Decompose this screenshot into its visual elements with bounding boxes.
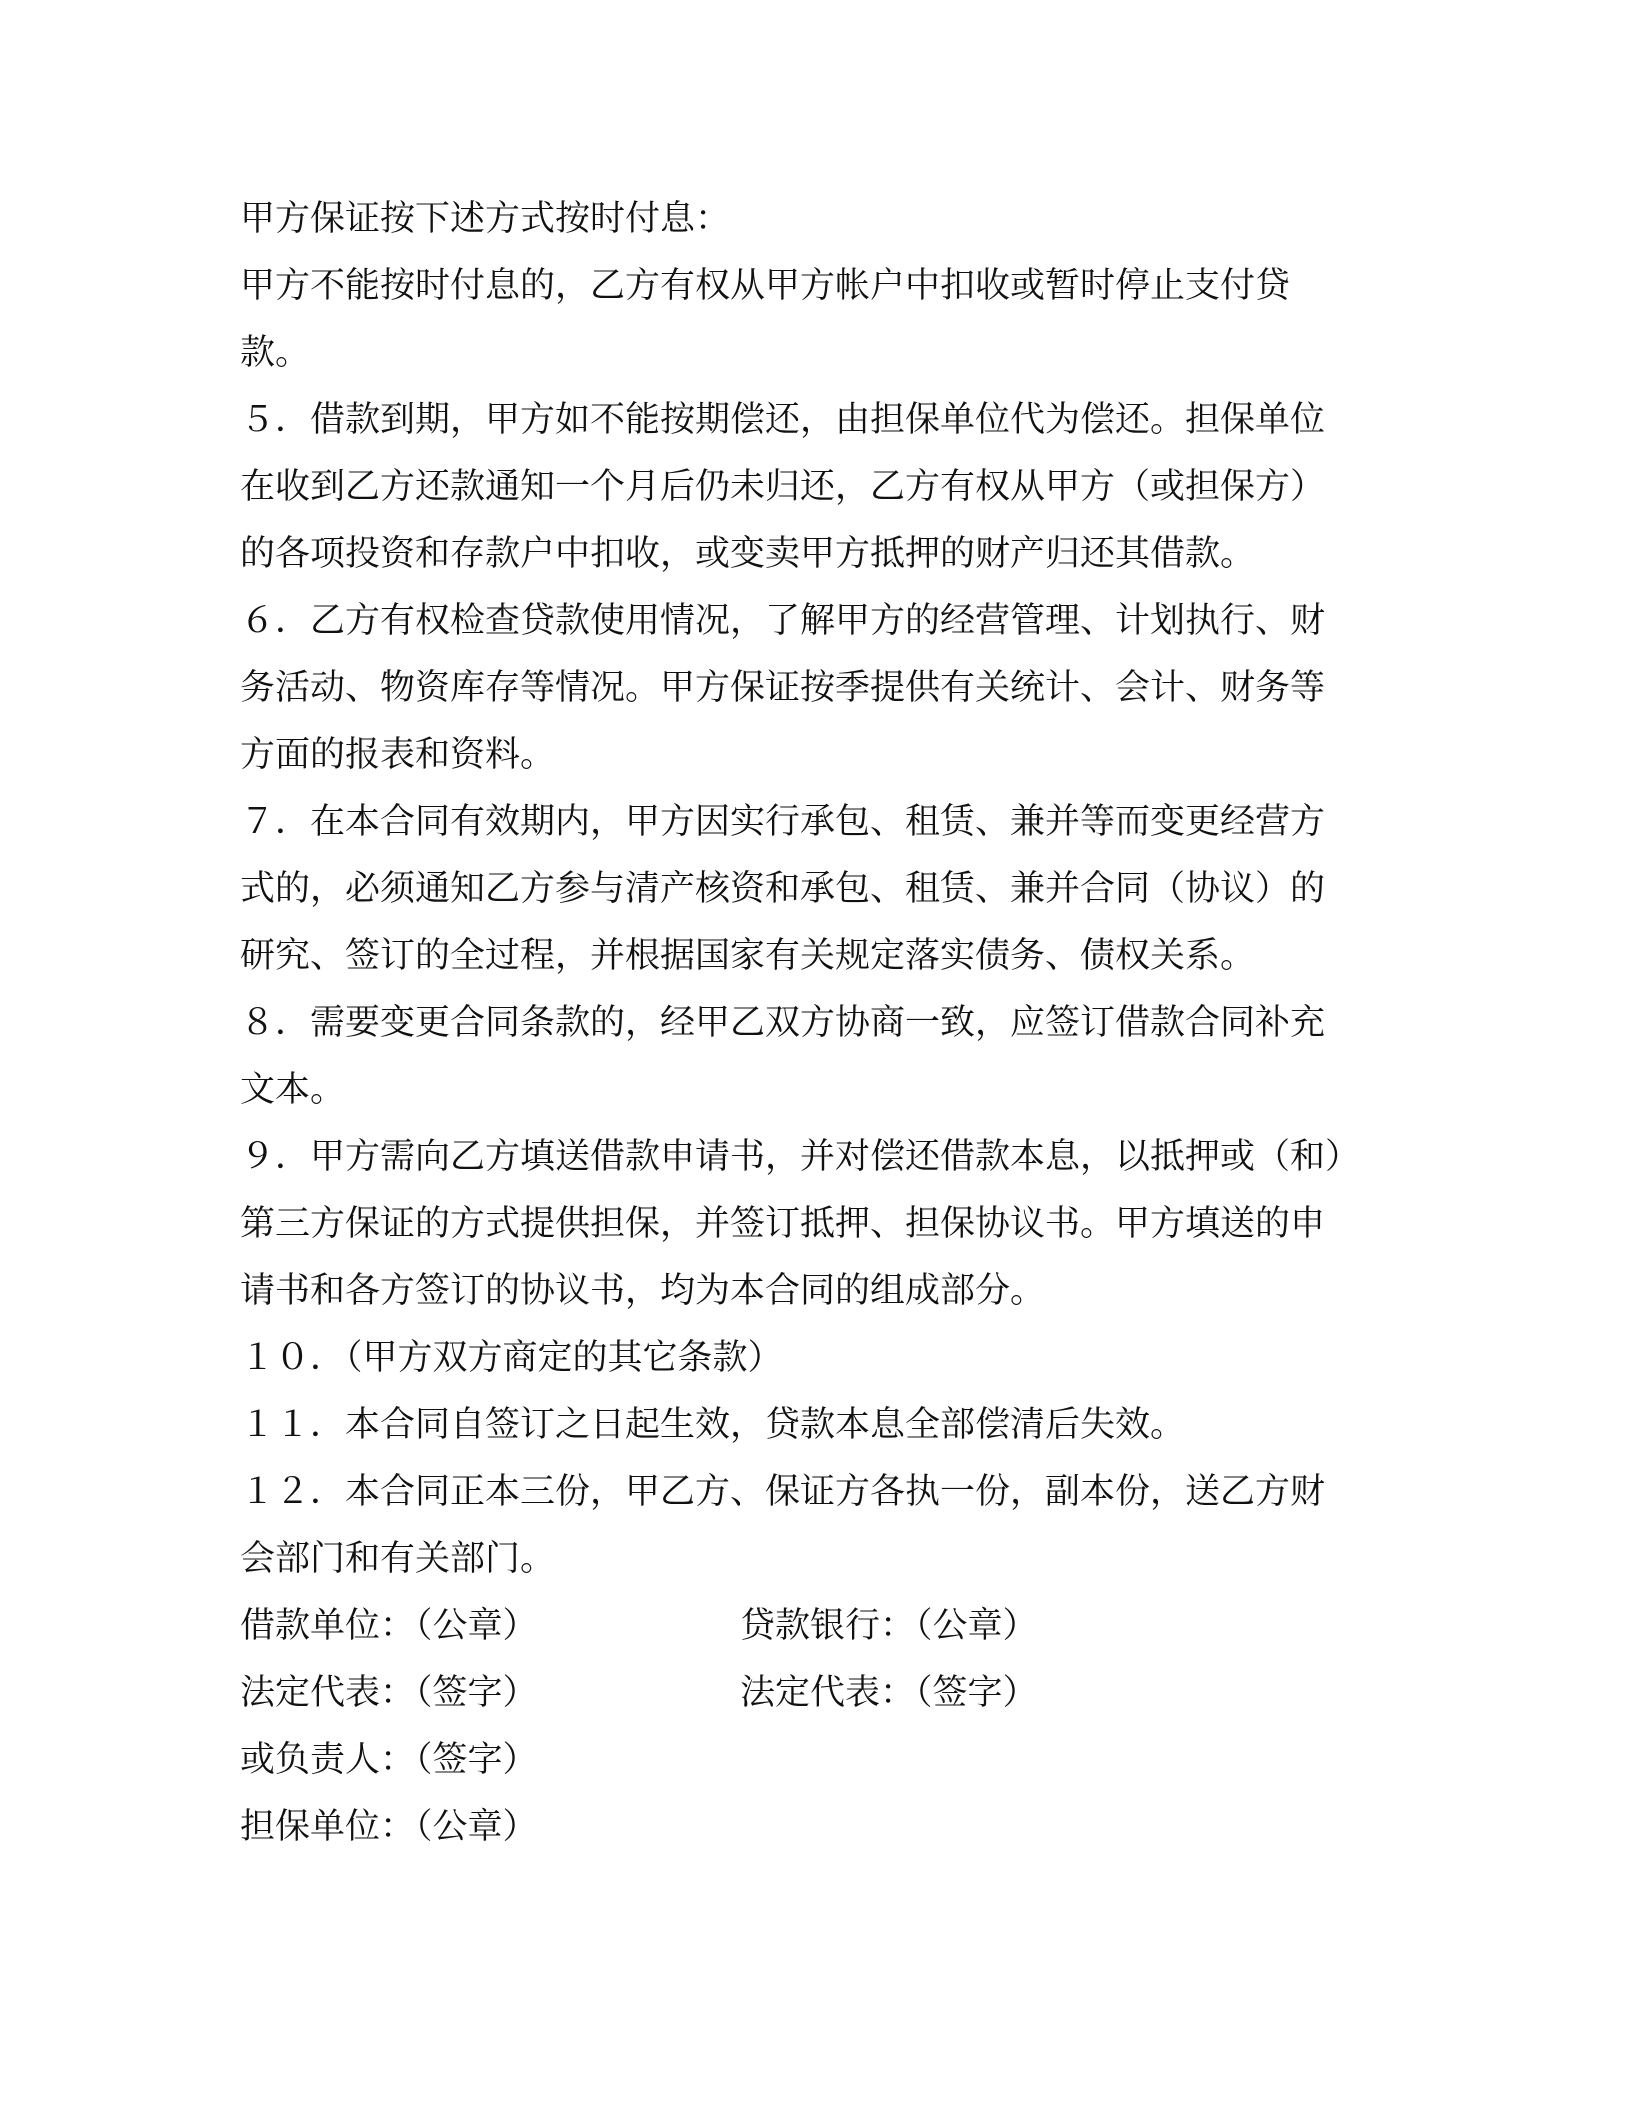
signature-row [240, 1593, 1390, 1660]
text-line: 第三方保证的方式提供担保，并签订抵押、担保协议书。甲方填送的申 [240, 1204, 1326, 1244]
lender-representative-label: 法定代表：（签字） [740, 1673, 1038, 1713]
guarantor-seal-label: 担保单位：（公章） [240, 1807, 538, 1847]
signature-row [240, 1727, 1390, 1794]
clause-7-line: ７．在本合同有效期内，甲方因实行承包、租赁、兼并等而变更经营方 [240, 802, 1326, 842]
text-line: 研究、签订的全过程，并根据国家有关规定落实债务、债权关系。 [240, 936, 1256, 976]
borrower-seal-label: 借款单位：（公章） [240, 1606, 538, 1646]
text-line: 式的，必须通知乙方参与清产核资和承包、租赁、兼并合同（协议）的 [240, 869, 1326, 909]
text-line: 款。 [240, 333, 311, 373]
clause-10-line: １０．（甲方双方商定的其它条款） [240, 1338, 783, 1378]
text-line: 甲方保证按下述方式按时付息： [240, 199, 731, 239]
clause-11-line: １１．本合同自签订之日起生效，贷款本息全部偿清后失效。 [240, 1405, 1186, 1445]
text-line: 文本。 [240, 1070, 346, 1110]
borrower-representative-label: 法定代表：（签字） [240, 1673, 538, 1713]
signature-row [240, 1794, 1390, 1861]
text-line: 甲方不能按时付息的，乙方有权从甲方帐户中扣收或暂时停止支付贷 [240, 266, 1291, 306]
responsible-person-label: 或负责人：（签字） [240, 1740, 538, 1780]
text-line: 的各项投资和存款户中扣收，或变卖甲方抵押的财产归还其借款。 [240, 534, 1256, 574]
text-line: 会部门和有关部门。 [240, 1539, 556, 1579]
clause-5-line: ５．借款到期，甲方如不能按期偿还，由担保单位代为偿还。担保单位 [240, 400, 1326, 440]
text-line: 在收到乙方还款通知一个月后仍未归还，乙方有权从甲方（或担保方） [240, 467, 1326, 507]
clause-6-line: ６．乙方有权检查贷款使用情况，了解甲方的经营管理、计划执行、财 [240, 601, 1326, 641]
lender-seal-label: 贷款银行：（公章） [740, 1606, 1038, 1646]
document-page [240, 186, 1390, 1861]
clause-8-line: ８．需要变更合同条款的，经甲乙双方协商一致，应签订借款合同补充 [240, 1003, 1326, 1043]
text-line: 方面的报表和资料。 [240, 735, 556, 775]
clause-9-line: ９．甲方需向乙方填送借款申请书，并对偿还借款本息，以抵押或（和） [240, 1137, 1361, 1177]
signature-row [240, 1660, 1390, 1727]
text-line: 请书和各方签订的协议书，均为本合同的组成部分。 [240, 1271, 1046, 1311]
text-line: 务活动、物资库存等情况。甲方保证按季提供有关统计、会计、财务等 [240, 668, 1326, 708]
clause-12-line: １２．本合同正本三份，甲乙方、保证方各执一份，副本份，送乙方财 [240, 1472, 1326, 1512]
